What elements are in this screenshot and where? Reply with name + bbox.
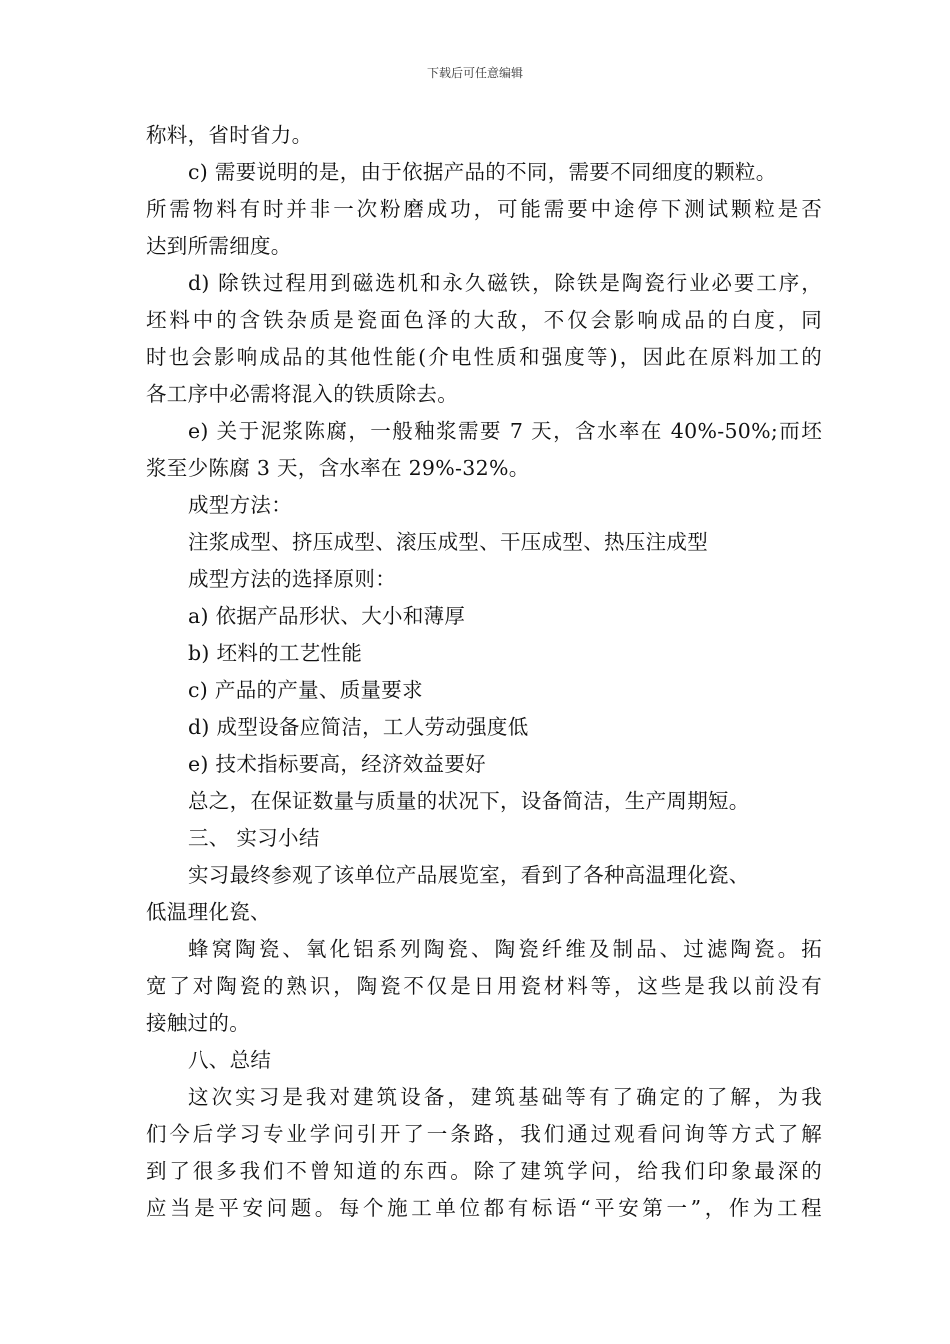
text-line-3: 所需物料有时并非一次粉磨成功，可能需要中途停下测试颗粒是否 <box>146 197 822 221</box>
page-header: 下载后可任意编辑 <box>426 66 523 80</box>
text-line-1: 称料，省时省力。 <box>146 123 313 147</box>
text-line-21: 实习最终参观了该单位产品展览室，看到了各种高温理化瓷、 <box>188 863 750 887</box>
text-line-22: 低温理化瓷、 <box>146 900 271 924</box>
list-item-a: a) 依据产品形状、大小和薄厚 <box>188 604 466 628</box>
text-line-8: 各工序中必需将混入的铁质除去。 <box>146 382 458 406</box>
list-item-d: d) 成型设备应简洁，工人劳动强度低 <box>188 715 529 739</box>
list-item-e: e) 技术指标要高，经济效益要好 <box>188 752 486 776</box>
text-line-12: 注浆成型、挤压成型、滚压成型、干压成型、热压注成型 <box>188 530 708 554</box>
text-line-2: c) 需要说明的是，由于依据产品的不同，需要不同细度的颗粒。 <box>188 160 777 184</box>
text-line-29: 到了很多我们不曾知道的东西。除了建筑学问，给我们印象最深的 <box>146 1159 822 1183</box>
text-line-5: d) 除铁过程用到磁选机和永久磁铁，除铁是陶瓷行业必要工序， <box>188 271 822 295</box>
text-line-4: 达到所需细度。 <box>146 234 292 258</box>
text-line-6: 坯料中的含铁杂质是瓷面色泽的大敌，不仅会影响成品的白度，同 <box>146 308 822 332</box>
text-line-7: 时也会影响成品的其他性能(介电性质和强度等)，因此在原料加工的 <box>146 345 822 369</box>
text-line-28: 们今后学习专业学问引开了一条路，我们通过观看问询等方式了解 <box>146 1122 822 1146</box>
list-item-c: c) 产品的产量、质量要求 <box>188 678 423 702</box>
text-line-23: 蜂窝陶瓷、氧化铝系列陶瓷、陶瓷纤维及制品、过滤陶瓷。拓 <box>188 937 822 961</box>
text-line-25: 接触过的。 <box>146 1011 250 1035</box>
list-item-b: b) 坯料的工艺性能 <box>188 641 363 665</box>
document-body <box>146 117 822 1227</box>
text-line-13: 成型方法的选择原则： <box>188 567 396 591</box>
text-line-10: 浆至少陈腐 3 天，含水率在 29%-32%。 <box>146 456 530 480</box>
section-heading-conclusion: 八、总结 <box>188 1048 272 1072</box>
text-line-27: 这次实习是我对建筑设备，建筑基础等有了确定的了解，为我 <box>188 1085 822 1109</box>
section-heading-forming-methods: 成型方法： <box>188 493 292 517</box>
text-line-30: 应当是平安问题。每个施工单位都有标语“平安第一”，作为工程 <box>146 1196 822 1220</box>
text-line-9: e) 关于泥浆陈腐，一般釉浆需要 7 天，含水率在 40%-50%;而坯 <box>188 419 822 443</box>
section-heading-internship-summary: 三、 实习小结 <box>188 826 320 850</box>
text-line-24: 宽了对陶瓷的熟识，陶瓷不仅是日用瓷材料等，这些是我以前没有 <box>146 974 822 998</box>
text-line-19: 总之，在保证数量与质量的状况下，设备简洁，生产周期短。 <box>188 789 750 813</box>
